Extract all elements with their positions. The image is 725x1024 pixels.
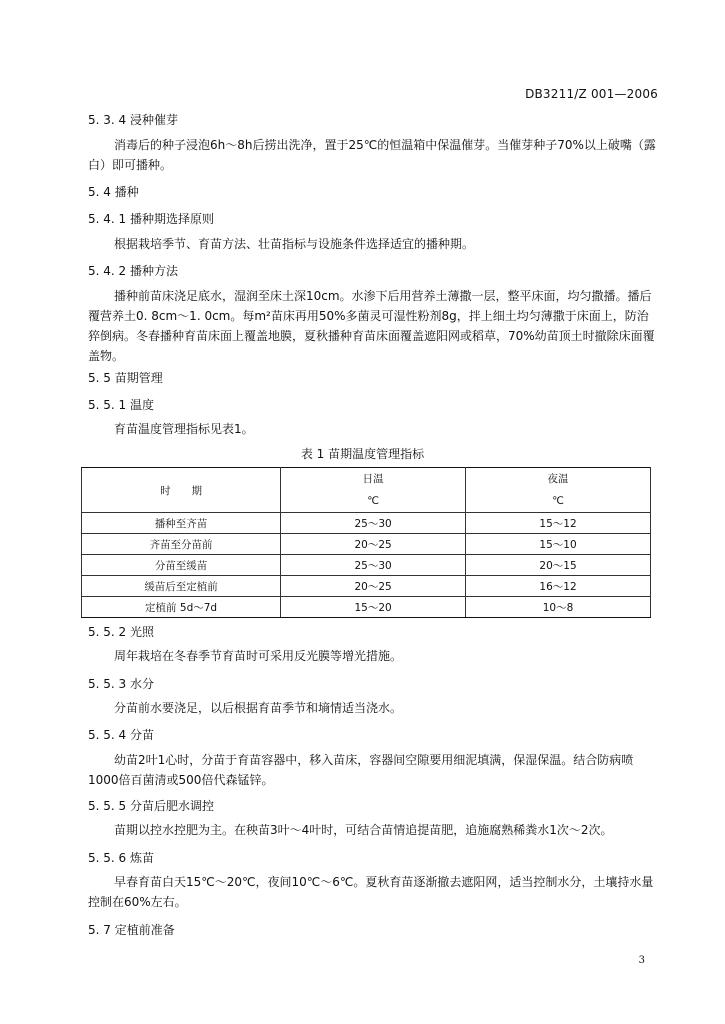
document-code: DB3211/Z 001—2006 (525, 87, 658, 101)
header-period: 时 期 (82, 468, 281, 513)
page-number: 3 (638, 955, 645, 966)
cell-night: 10～8 (466, 597, 651, 618)
cell-period: 定植前 5d～7d (82, 597, 281, 618)
heading-5-5-2: 5. 5. 2 光照 (88, 625, 154, 639)
header-night-label: 夜温 (547, 473, 569, 485)
header-night-unit: ℃ (552, 495, 564, 507)
cell-day: 25～30 (281, 513, 466, 534)
table-row (82, 534, 651, 555)
header-night-temp (466, 468, 651, 513)
cell-period: 缓苗后至定植前 (82, 576, 281, 597)
table-header-row (82, 468, 651, 513)
cell-night: 15～12 (466, 513, 651, 534)
cell-night: 16～12 (466, 576, 651, 597)
heading-5-5-6: 5. 5. 6 炼苗 (88, 851, 154, 865)
heading-5-5-5: 5. 5. 5 分苗后肥水调控 (88, 799, 214, 813)
cell-day: 25～30 (281, 555, 466, 576)
paragraph-5-4-1: 根据栽培季节、育苗方法、壮苗指标与设施条件选择适宜的播种期。 (114, 237, 475, 251)
heading-5-5-1: 5. 5. 1 温度 (88, 398, 154, 412)
header-day-label: 日温 (362, 473, 384, 485)
cell-period: 分苗至缓苗 (82, 555, 281, 576)
paragraph-5-3-4: 消毒后的种子浸泡6h～8h后捞出洗净，置于25℃的恒温箱中保温催芽。当催芽种子70%以上破嘴（露白）即可播种。 (88, 138, 656, 172)
heading-5-4: 5. 4 播种 (88, 185, 139, 199)
paragraph-5-5-1: 育苗温度管理指标见表1。 (114, 422, 254, 436)
heading-5-7: 5. 7 定植前准备 (88, 923, 175, 937)
table-row (82, 513, 651, 534)
heading-5-5: 5. 5 苗期管理 (88, 371, 163, 385)
heading-5-3-4: 5. 3. 4 浸种催芽 (88, 113, 178, 127)
cell-day: 15～20 (281, 597, 466, 618)
temperature-table (81, 467, 651, 618)
cell-period: 齐苗至分苗前 (82, 534, 281, 555)
heading-5-5-4: 5. 5. 4 分苗 (88, 728, 154, 742)
paragraph-5-5-2: 周年栽培在冬春季节育苗时可采用反光膜等增光措施。 (114, 649, 403, 663)
cell-night: 20～15 (466, 555, 651, 576)
cell-day: 20～25 (281, 576, 466, 597)
paragraph-5-4-2: 播种前苗床浇足底水，湿润至床土深10cm。水渗下后用营养土薄撒一层，整平床面，均匀撒播。播后覆营养土0. 8cm～1. 0cm。每m²苗床再用50%多菌灵可湿性粉剂8g，拌上细土均匀薄撒于床面上，防治猝倒病。冬春播种育苗床面上覆盖地膜，夏秋播种育苗床面覆盖遮阳网或稻草，70%幼苗顶土时撤除床面覆盖物。 (88, 289, 655, 363)
paragraph-5-5-3: 分苗前水要浇足，以后根据育苗季节和墒情适当浇水。 (114, 701, 403, 715)
heading-5-5-3: 5. 5. 3 水分 (88, 677, 154, 691)
paragraph-5-5-5: 苗期以控水控肥为主。在秧苗3叶～4叶时，可结合苗情追提苗肥，追施腐熟稀粪水1次～2次。 (114, 823, 613, 837)
cell-night: 15～10 (466, 534, 651, 555)
paragraph-5-5-6: 早春育苗白天15℃～20℃，夜间10℃～6℃。夏秋育苗逐渐撤去遮阳网，适当控制水分，土壤持水量控制在60%左右。 (88, 875, 654, 909)
cell-day: 20～25 (281, 534, 466, 555)
paragraph-5-5-4: 幼苗2叶1心时，分苗于育苗容器中，移入苗床，容器间空隙要用细泥填满，保湿保温。结合防病喷1000倍百菌清或500倍代森锰锌。 (88, 753, 634, 787)
header-day-temp (281, 468, 466, 513)
header-day-unit: ℃ (367, 495, 379, 507)
table-row (82, 597, 651, 618)
cell-period: 播种至齐苗 (82, 513, 281, 534)
table-row (82, 576, 651, 597)
table-row (82, 555, 651, 576)
heading-5-4-1: 5. 4. 1 播种期选择原则 (88, 212, 214, 226)
heading-5-4-2: 5. 4. 2 播种方法 (88, 264, 178, 278)
table-caption: 表 1 苗期温度管理指标 (300, 447, 425, 461)
